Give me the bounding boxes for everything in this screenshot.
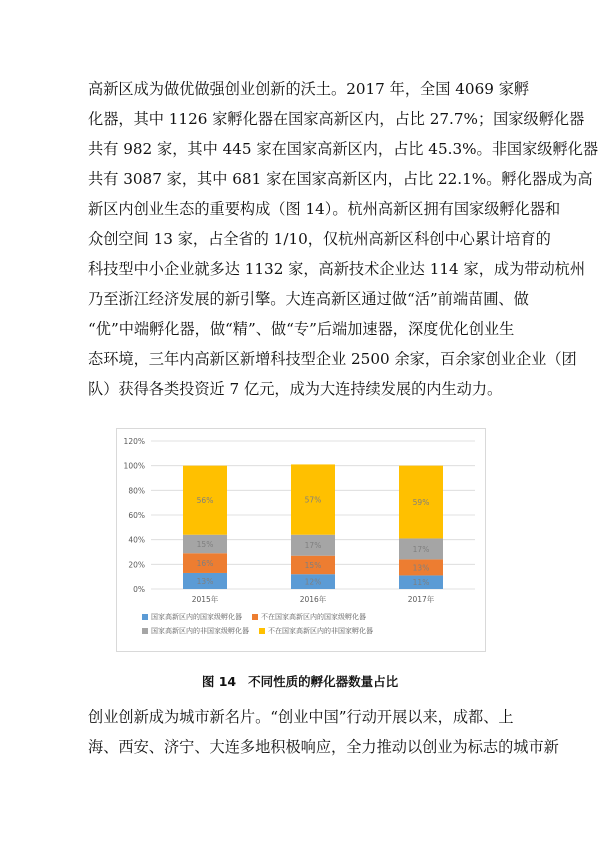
text-line: 新区内创业生态的重要构成（图 14）。杭州高新区拥有国家级孵化器和 — [88, 200, 561, 218]
data-label: 56% — [196, 496, 214, 506]
figure-number: 图 14 — [201, 674, 237, 689]
text-line: 共有 3087 家，其中 681 家在国家高新区内，占比 22.1%。孵化器成为高 — [88, 170, 593, 188]
text-line: “优”中端孵化器，做“精”、做“专”后端加速器，深度优化创业生 — [88, 320, 515, 338]
data-label: 59% — [412, 498, 430, 508]
data-label: 12% — [304, 577, 322, 587]
text-line: 海、西安、济宁、大连多地积极响应，全力推动以创业为标志的城市新 — [88, 738, 559, 756]
chart-legend — [142, 612, 482, 640]
data-label: 17% — [412, 544, 430, 554]
text-line: 众创空间 13 家，占全省的 1/10，仅杭州高新区科创中心累计培育的 — [88, 230, 551, 248]
legend-item — [252, 612, 366, 622]
legend-item — [142, 626, 249, 636]
text-line: 共有 982 家，其中 445 家在国家高新区内，占比 45.3%。非国家级孵化器 — [88, 140, 599, 158]
text-line: 高新区成为做优做强创业创新的沃土。2017 年，全国 4069 家孵 — [88, 80, 530, 98]
y-tick-label: 20% — [128, 560, 145, 570]
data-label: 13% — [412, 563, 430, 573]
x-tick-label: 2017年 — [407, 595, 435, 604]
paragraph-city-innovation — [88, 702, 559, 762]
text-line: 乃至浙江经济发展的新引擎。大连高新区通过做“活”前端苗圃、做 — [88, 290, 529, 308]
data-label: 11% — [412, 578, 430, 588]
y-tick-label: 0% — [133, 585, 145, 594]
data-label: 15% — [196, 539, 214, 549]
y-tick-label: 100% — [123, 461, 145, 471]
legend-label: 国家高新区内的国家级孵化器 — [151, 613, 242, 621]
legend-row — [142, 626, 482, 636]
x-tick-label: 2015年 — [191, 595, 219, 604]
y-tick-label: 40% — [128, 535, 145, 545]
figure-caption — [0, 672, 600, 690]
legend-swatch — [252, 614, 258, 620]
text-line: 队）获得各类投资近 7 亿元，成为大连持续发展的内生动力。 — [88, 380, 503, 398]
legend-swatch — [142, 614, 148, 620]
data-label: 13% — [196, 576, 214, 586]
legend-label: 不在国家高新区内的非国家孵化器 — [268, 627, 373, 635]
legend-swatch — [259, 628, 265, 634]
legend-swatch — [142, 628, 148, 634]
legend-item — [142, 612, 242, 622]
legend-label: 不在国家高新区内的国家级孵化器 — [261, 613, 366, 621]
legend-label: 国家高新区内的非国家级孵化器 — [151, 627, 249, 635]
legend-row — [142, 612, 482, 622]
y-tick-label: 60% — [128, 511, 145, 520]
data-label: 17% — [304, 541, 322, 551]
text-line: 化器，其中 1126 家孵化器在国家高新区内，占比 27.7%；国家级孵化器 — [88, 110, 585, 128]
data-label: 57% — [304, 495, 322, 505]
figure-title: 不同性质的孵化器数量占比 — [248, 674, 399, 689]
data-label: 15% — [304, 560, 322, 570]
y-tick-label: 120% — [123, 437, 145, 446]
data-label: 16% — [196, 559, 214, 569]
paragraph-incubators — [88, 74, 599, 404]
x-tick-label: 2016年 — [299, 595, 327, 604]
y-tick-label: 80% — [128, 486, 145, 496]
text-line: 创业创新成为城市新名片。“创业中国”行动开展以来，成都、上 — [88, 708, 514, 726]
text-line: 态环境，三年内高新区新增科技型企业 2500 余家，百余家创业企业（团 — [88, 350, 577, 368]
text-line: 科技型中小企业就多达 1132 家，高新技术企业达 114 家，成为带动杭州 — [88, 260, 586, 278]
legend-item — [259, 626, 373, 636]
